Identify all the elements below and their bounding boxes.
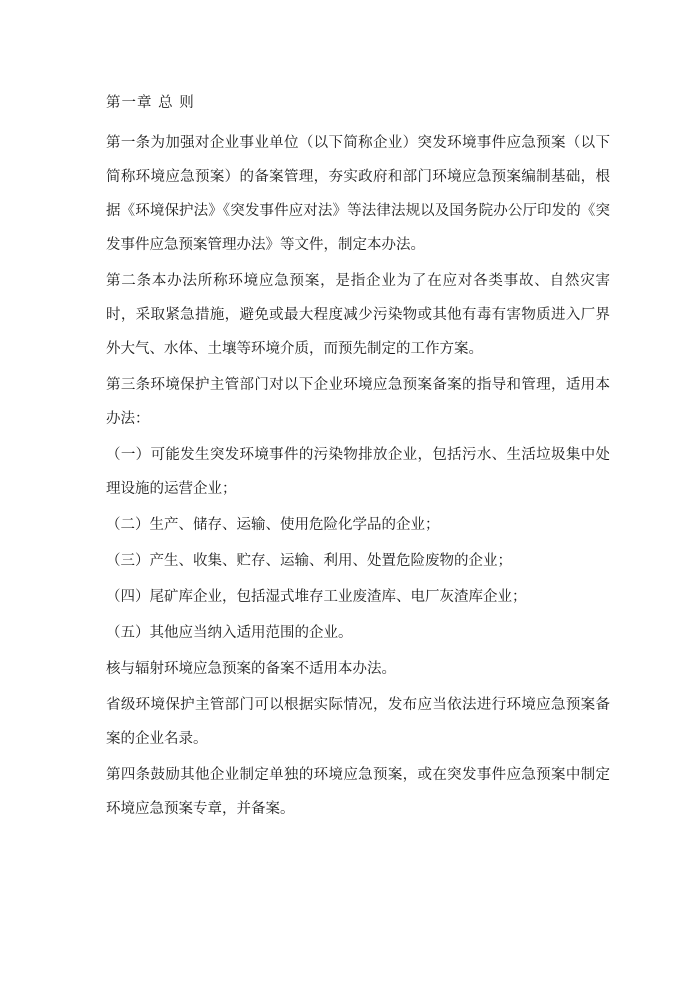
list-item-4: （四）尾矿库企业，包括湿式堆存工业废渣库、电厂灰渣库企业；	[106, 589, 527, 605]
document-body	[106, 92, 610, 828]
article-3-paragraph: 第三条环境保护主管部门对以下企业环境应急预案备案的指导和管理，适用本办法：	[106, 377, 610, 427]
list-item-3: （三）产生、收集、贮存、运输、利用、处置危险废物的企业；	[106, 553, 512, 569]
list-item-5: （五）其他应当纳入适用范围的企业。	[106, 625, 353, 641]
article-4-paragraph: 第四条鼓励其他企业制定单独的环境应急预案，或在突发事件应急预案中制定环境应急预案专章，并备案。	[106, 767, 610, 817]
nuclear-exclusion-paragraph: 核与辐射环境应急预案的备案不适用本办法。	[106, 661, 396, 677]
chapter-title: 第一章 总 则	[106, 95, 195, 111]
article-1-paragraph: 第一条为加强对企业事业单位（以下简称企业）突发环境事件应急预案（以下简称环境应急预案）的备案管理，夯实政府和部门环境应急预案编制基础，根据《环境保护法》《突发事件应对法》等法律法规以及国务院办公厅印发的《突发事件应急预案管理办法》等文件，制定本办法。	[106, 135, 610, 253]
list-item-1: （一）可能发生突发环境事件的污染物排放企业，包括污水、生活垃圾集中处理设施的运营企业；	[106, 447, 610, 497]
article-2-paragraph: 第二条本办法所称环境应急预案，是指企业为了在应对各类事故、自然灾害时，采取紧急措施，避免或最大程度减少污染物或其他有毒有害物质进入厂界外大气、水体、土壤等环境介质，而预先制定的工作方案。	[106, 273, 610, 357]
provincial-list-paragraph: 省级环境保护主管部门可以根据实际情况，发布应当依法进行环境应急预案备案的企业名录。	[106, 697, 610, 747]
list-item-2: （二）生产、储存、运输、使用危险化学品的企业；	[106, 517, 440, 533]
